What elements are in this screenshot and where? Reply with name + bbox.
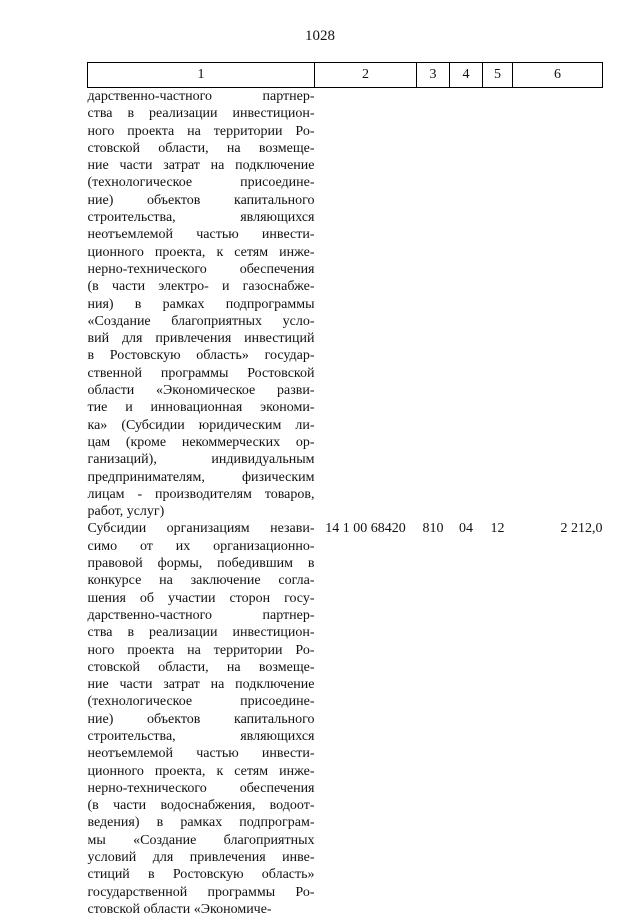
description-line: работ, услуг) xyxy=(87,504,165,520)
subsection-code: 12 xyxy=(490,521,505,537)
row-description xyxy=(88,520,315,918)
description-line: государственной программы Ро- xyxy=(87,884,315,900)
table-row xyxy=(88,88,603,521)
description-line: нерно-технического обеспечения xyxy=(87,261,315,277)
description-line: ние) объектов капитального xyxy=(87,711,315,727)
description-line: ционного проекта, к сетям инже- xyxy=(87,763,315,779)
description-line: (технологическое присоедине- xyxy=(87,694,315,710)
description-line: «Создание благоприятных усло- xyxy=(87,313,315,329)
budget-table xyxy=(87,62,603,918)
description-line: (в части электро- и газоснабже- xyxy=(87,279,315,295)
section-code xyxy=(450,88,483,521)
description-line: лицам - производителям товаров, xyxy=(87,486,315,502)
description-line: строительства, являющихся xyxy=(87,210,315,226)
description-line: конкурсе на заключение согла- xyxy=(87,573,315,589)
description-line: условий для привлечения инве- xyxy=(87,850,315,866)
target-code: 14 1 00 68420 xyxy=(325,521,406,537)
description-line: области «Экономическое разви- xyxy=(87,383,315,399)
description-line: ния) в рамках подпрограммы xyxy=(87,296,315,312)
description-line: ведения) в рамках подпрограм- xyxy=(87,815,315,831)
page-number: 1028 xyxy=(305,28,335,44)
table-row xyxy=(88,520,603,918)
description-line: предпринимателям, физическим xyxy=(87,469,315,485)
row-description xyxy=(88,88,315,521)
table-header-row xyxy=(88,63,603,88)
description-line: ного проекта на территории Ро- xyxy=(87,642,315,658)
description-line: (в части водоснабжения, водоот- xyxy=(87,798,315,814)
description-line: ственной программы Ростовской xyxy=(87,365,315,381)
column-header-1: 1 xyxy=(88,63,315,88)
description-line: ганизаций), индивидуальным xyxy=(87,452,315,468)
description-line: стиций в Ростовскую область» xyxy=(87,867,315,883)
description-line: цам (кроме некоммерческих ор- xyxy=(87,434,315,450)
description-line: ства в реализации инвестицион- xyxy=(87,106,315,122)
description-line: неотъемлемой частью инвести- xyxy=(87,227,315,243)
description-line: симо от их организационно- xyxy=(87,538,315,554)
description-line: Субсидии организациям незави- xyxy=(87,521,315,537)
expense-type xyxy=(417,88,450,521)
description-line: тие и инновационная экономи- xyxy=(87,400,315,416)
description-line: нерно-технического обеспечения xyxy=(87,780,315,796)
description-line: дарственно-частного партнер- xyxy=(87,607,315,623)
description-line: стовской области «Экономиче- xyxy=(87,901,272,917)
amount: 2 212,0 xyxy=(560,521,603,537)
column-header-2: 2 xyxy=(315,63,417,88)
subsection-code xyxy=(483,88,513,521)
description-line: ка» (Субсидии юридическим ли- xyxy=(87,417,315,433)
description-line: дарственно-частного партнер- xyxy=(87,89,315,104)
description-line: ние) объектов капитального xyxy=(87,192,315,208)
section-code: 04 xyxy=(459,521,473,537)
description-line: в Ростовскую область» государ- xyxy=(87,348,315,364)
amount xyxy=(513,88,603,521)
description-line: стовской области, на возмеще- xyxy=(87,659,315,675)
description-line: шения об участии сторон госу- xyxy=(87,590,315,606)
description-line: ние части затрат на подключение xyxy=(87,158,315,174)
description-line: ние части затрат на подключение xyxy=(87,677,315,693)
description-line: ного проекта на территории Ро- xyxy=(87,123,315,139)
description-line: вий для привлечения инвестиций xyxy=(87,331,315,347)
description-line: (технологическое присоедине- xyxy=(87,175,315,191)
column-header-4: 4 xyxy=(450,63,483,88)
description-line: стовской области, на возмеще- xyxy=(87,140,315,156)
column-header-3: 3 xyxy=(417,63,450,88)
description-line: мы «Создание благоприятных xyxy=(87,832,315,848)
column-header-5: 5 xyxy=(483,63,513,88)
target-code xyxy=(315,88,417,521)
description-line: строительства, являющихся xyxy=(87,728,315,744)
column-header-6: 6 xyxy=(513,63,603,88)
description-line: ства в реализации инвестицион- xyxy=(87,625,315,641)
expense-type: 810 xyxy=(422,521,444,537)
description-line: ционного проекта, к сетям инже- xyxy=(87,244,315,260)
description-line: неотъемлемой частью инвести- xyxy=(87,746,315,762)
description-line: правовой формы, победившим в xyxy=(87,556,315,572)
